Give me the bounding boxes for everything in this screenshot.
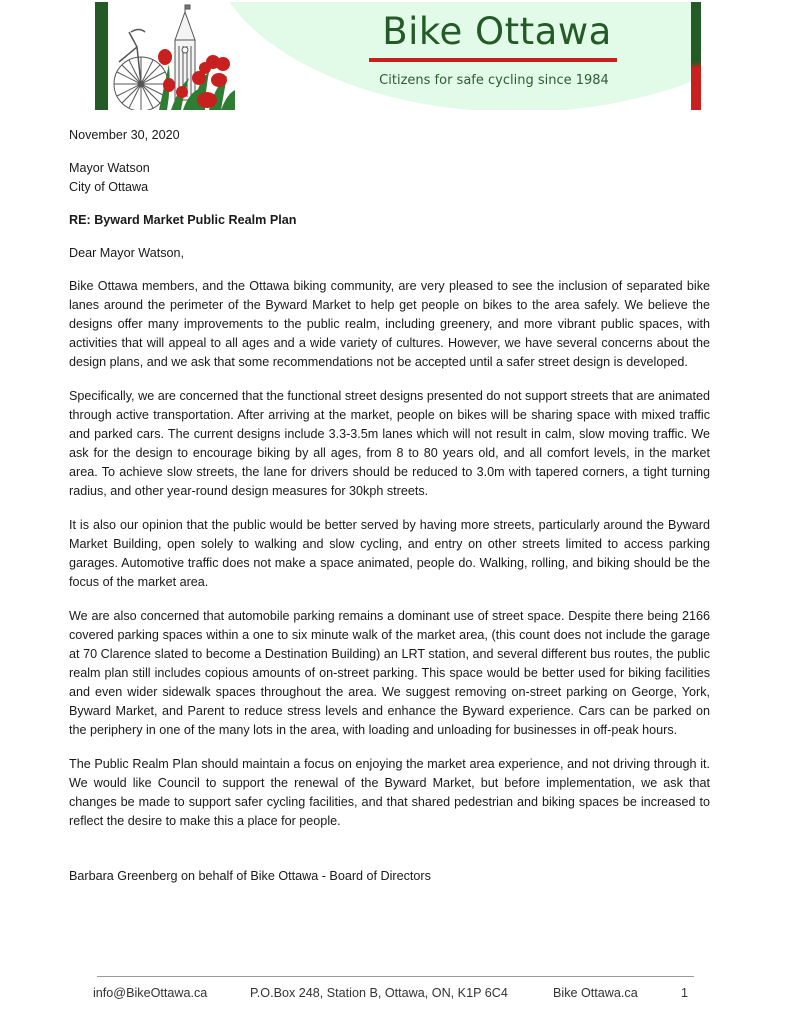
paragraph-2: Specifically, we are concerned that the functional street designs presented do not support streets that are animated through active transportation. After arriving at the market, people on bikes will be sharing space with mixed traffic and parked cars. The current designs include 3.3-3.5m lanes which will not result in calm, slow moving traffic. We ask for the design to encourage biking by all ages, from 8 to 80 years old, and all comfort levels, in the market area. To achieve slow streets, the lane for drivers should be reduced to 3.0m with tapered corners, a tight turning radius, and other year-round design measures for 30kph streets.: [69, 389, 710, 498]
signature: Barbara Greenberg on behalf of Bike Ottawa - Board of Directors: [69, 869, 431, 883]
footer-divider: [97, 976, 694, 977]
page-number: 1: [681, 986, 689, 1000]
salutation: Dear Mayor Watson,: [69, 246, 185, 260]
footer-website-link[interactable]: Bike Ottawa.ca: [553, 986, 638, 1000]
letter-subject: RE: Byward Market Public Realm Plan: [69, 213, 297, 227]
recipient-block: [69, 159, 710, 197]
bike-parliament-tulips-logo-icon: [109, 2, 235, 110]
recipient-organization: City of Ottawa: [69, 180, 149, 194]
paragraph-5: The Public Realm Plan should maintain a focus on enjoying the market area experience, and not driving through it. We would like Council to support the renewal of the Byward Market, but before implementation, we ask that changes be made to support safer cycling facilities, and that shared pedestrian and biking spaces be increased to reflect the desire to make this a place for people.: [69, 757, 710, 828]
organization-tagline: Citizens for safe cycling since 1984: [379, 73, 609, 88]
recipient-name: Mayor Watson: [69, 161, 150, 175]
organization-title: Bike Ottawa: [382, 10, 612, 53]
paragraph-1: Bike Ottawa members, and the Ottawa biking community, are very pleased to see the inclusion of separated bike lanes around the perimeter of the Byward Market to help get people on bikes to the area safely. We believe the designs offer many improvements to the public realm, including greenery, and more vibrant public spaces, with activities that will appeal to all ages and a wide variety of cultures. However, we have several concerns about the design plans, and we ask that some recommendations not be accepted until a safer street design is developed.: [69, 279, 710, 369]
letterhead: [95, 2, 701, 110]
footer-email-link[interactable]: info@BikeOttawa.ca: [93, 986, 208, 1000]
page-footer: [93, 986, 693, 1006]
right-green-red-bar: [691, 2, 701, 110]
footer-address: P.O.Box 248, Station B, Ottawa, ON, K1P 6C4: [250, 986, 508, 1000]
letter-body: [69, 126, 710, 886]
paragraph-4: We are also concerned that automobile parking remains a dominant use of street space. Despite there being 2166 covered parking spaces within a one to six minute walk of the market area, (this count does not include the garage at 70 Clarence slated to become a Destination Building) an LRT station, and several different bus routes, the public realm plan still includes copious amounts of on-street parking. This space would be better used for biking facilities and even wider sidewalk spaces throughout the area. We suggest removing on-street parking on George, York, Byward Market, and Parent to reduce stress levels and enhance the Byward experience. Cars can be parked on the periphery in one of the many lots in the area, with loading and unloading for businesses in off-peak hours.: [69, 609, 710, 737]
title-underline: [369, 58, 617, 62]
paragraph-3: It is also our opinion that the public would be better served by having more streets, particularly around the Byward Market Building, open solely to walking and slow cycling, and entry on other streets limited to access parking garages. Automotive traffic does not make a space animated, people do. Walking, rolling, and biking should be the focus of the market area.: [69, 518, 710, 589]
letter-date: November 30, 2020: [69, 128, 180, 142]
left-green-bar: [95, 2, 108, 110]
